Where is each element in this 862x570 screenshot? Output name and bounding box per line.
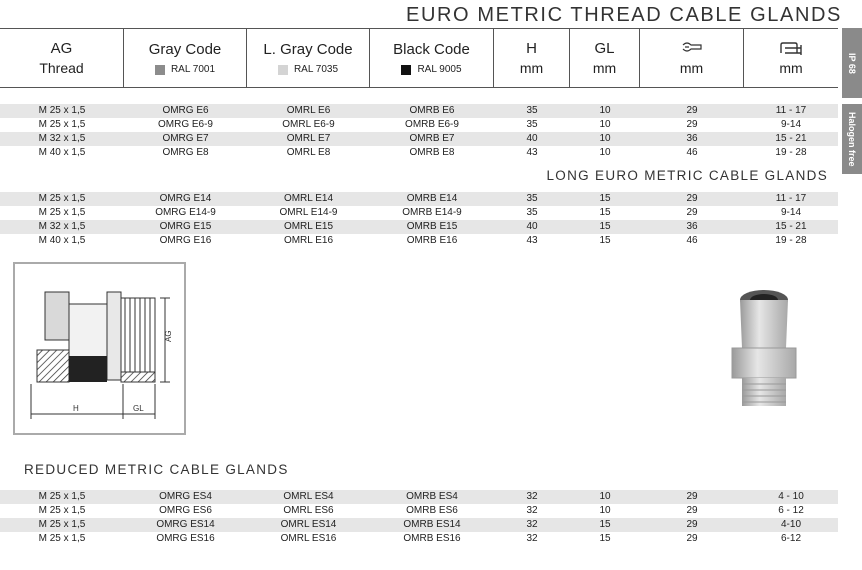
cell-c: 15 - 21 [775,221,807,232]
cell-ag: M 25 x 1,5 [38,491,86,502]
cell-gl: 10 [599,133,611,144]
tab-ip68[interactable]: IP 68 [842,28,862,98]
cell-gl: 15 [599,221,611,232]
header-gl-label: GL [594,40,615,57]
cell-w: 36 [686,133,698,144]
cell-c: 9-14 [780,119,801,130]
cell-gl: 10 [599,119,611,130]
cell-h: 35 [526,193,538,204]
section3-title: REDUCED METRIC CABLE GLANDS [24,462,289,477]
wrench-icon [680,41,704,57]
table-row [0,118,838,132]
cell-lgray: OMRL E14-9 [279,207,338,218]
cell-c: 19 - 28 [775,235,807,246]
black-ral: RAL 9005 [417,64,462,75]
side-tabs [842,28,862,180]
header-black-label: Black Code [393,41,470,58]
cell-gray: OMRG ES16 [156,533,215,544]
cell-black: OMRB E6-9 [405,119,459,130]
cell-lgray: OMRL ES4 [283,491,334,502]
table-row [0,206,838,220]
lgray-swatch [278,65,288,75]
ag-dim-label: AG [164,330,173,342]
cell-black: OMRB E6 [409,105,455,116]
cell-lgray: OMRL E6-9 [282,119,335,130]
cell-gray: OMRG E16 [159,235,212,246]
cell-gl: 10 [599,505,611,516]
header-ag-label: AG [50,40,73,57]
cell-ag: M 25 x 1,5 [38,119,86,130]
cell-black: OMRB E7 [409,133,455,144]
header-lgray-label: L. Gray Code [263,41,353,58]
cell-lgray: OMRL E8 [286,147,331,158]
cell-lgray: OMRL E14 [283,193,334,204]
cell-gl: 15 [599,519,611,530]
cell-w: 29 [686,193,698,204]
cell-lgray: OMRL E15 [283,221,334,232]
header-h-unit: mm [519,60,544,76]
black-swatch [401,65,411,75]
cell-w: 46 [686,147,698,158]
cell-h: 35 [526,105,538,116]
cell-gray: OMRG ES6 [159,505,212,516]
table-row [0,220,838,234]
cell-gl: 15 [599,533,611,544]
table-header [0,28,838,88]
cell-gray: OMRG E6 [162,105,209,116]
cell-ag: M 40 x 1,5 [38,235,86,246]
cell-gray: OMRG E14-9 [155,207,216,218]
cell-c: 19 - 28 [775,147,807,158]
cell-gray: OMRG ES4 [159,491,212,502]
table-row [0,234,838,248]
cell-w: 29 [686,505,698,516]
cell-w: 36 [686,221,698,232]
cell-black: OMRB E16 [406,235,458,246]
table-row [0,146,838,160]
table-row [0,504,838,518]
cell-ag: M 25 x 1,5 [38,519,86,530]
cell-c: 11 - 17 [775,105,807,116]
lgray-ral: RAL 7035 [293,64,339,75]
header-clamp [744,29,838,87]
cell-gray: OMRG ES14 [156,519,215,530]
cell-ag: M 25 x 1,5 [38,207,86,218]
table-row [0,518,838,532]
cell-gray: OMRG E6-9 [157,119,213,130]
cell-c: 4 - 10 [778,491,804,502]
cell-ag: M 40 x 1,5 [38,147,86,158]
header-black [370,29,494,87]
cell-h: 40 [526,221,538,232]
header-wrench-unit: mm [679,59,704,76]
cell-gl: 10 [599,491,611,502]
cell-black: OMRB ES14 [403,519,461,530]
cell-gl: 15 [599,207,611,218]
cell-w: 29 [686,105,698,116]
gray-swatch [155,65,165,75]
table-row [0,532,838,546]
cell-black: OMRB E14-9 [402,207,462,218]
cell-lgray: OMRL E7 [286,133,331,144]
h-dim-label: H [73,404,79,413]
cell-c: 15 - 21 [775,133,807,144]
section2-title: LONG EURO METRIC CABLE GLANDS [546,168,828,183]
header-h-label: H [526,40,537,57]
cell-w: 29 [686,207,698,218]
header-gray [124,29,247,87]
cell-h: 43 [526,235,538,246]
cable-range-icon [778,41,804,57]
cell-c: 4-10 [780,519,801,530]
table-row [0,104,838,118]
cell-ag: M 32 x 1,5 [38,133,86,144]
cell-h: 40 [526,133,538,144]
page-title: EURO METRIC THREAD CABLE GLANDS [406,4,842,26]
header-ag-sub: Thread [39,60,84,76]
table-row [0,490,838,504]
cell-h: 35 [526,207,538,218]
cell-gl: 10 [599,105,611,116]
cell-lgray: OMRL E6 [286,105,331,116]
cell-gl: 15 [599,193,611,204]
cell-h: 32 [526,533,538,544]
cell-h: 32 [526,505,538,516]
header-ag [0,29,124,87]
cell-lgray: OMRL ES14 [280,519,337,530]
cell-c: 9-14 [780,207,801,218]
cell-h: 35 [526,119,538,130]
header-h [494,29,570,87]
technical-drawing [13,262,186,435]
cell-ag: M 25 x 1,5 [38,533,86,544]
cable-gland-photo [724,286,804,412]
gray-ral: RAL 7001 [170,64,216,75]
tab-halogen-free[interactable]: Halogen free [842,104,862,174]
cell-w: 46 [686,235,698,246]
cell-gl: 10 [599,147,611,158]
table-row [0,132,838,146]
header-wrench [640,29,744,87]
table-row [0,192,838,206]
header-lgray [247,29,370,87]
header-clamp-unit: mm [779,59,803,76]
cell-lgray: OMRL E16 [283,235,334,246]
gl-dim-label: GL [133,404,144,413]
cell-c: 11 - 17 [775,193,807,204]
cell-black: OMRB E8 [409,147,455,158]
cell-lgray: OMRL ES6 [283,505,334,516]
cell-black: OMRB ES6 [406,505,458,516]
cell-w: 29 [686,119,698,130]
cell-gray: OMRG E8 [162,147,209,158]
cell-black: OMRB ES16 [403,533,461,544]
cell-gray: OMRG E14 [159,193,212,204]
cell-gray: OMRG E7 [162,133,209,144]
header-gray-label: Gray Code [148,41,222,58]
header-gl-unit: mm [592,60,617,76]
cell-w: 29 [686,533,698,544]
cell-lgray: OMRL ES16 [280,533,337,544]
cell-w: 29 [686,491,698,502]
cell-black: OMRB E15 [406,221,458,232]
cell-h: 32 [526,491,538,502]
header-gl [570,29,640,87]
cell-black: OMRB ES4 [406,491,458,502]
cell-ag: M 25 x 1,5 [38,193,86,204]
cell-ag: M 25 x 1,5 [38,105,86,116]
cell-h: 43 [526,147,538,158]
cell-c: 6 - 12 [778,505,804,516]
cell-h: 32 [526,519,538,530]
cell-gl: 15 [599,235,611,246]
cell-ag: M 25 x 1,5 [38,505,86,516]
cell-w: 29 [686,519,698,530]
cell-gray: OMRG E15 [159,221,212,232]
cell-ag: M 32 x 1,5 [38,221,86,232]
cell-black: OMRB E14 [406,193,458,204]
cell-c: 6-12 [780,533,801,544]
